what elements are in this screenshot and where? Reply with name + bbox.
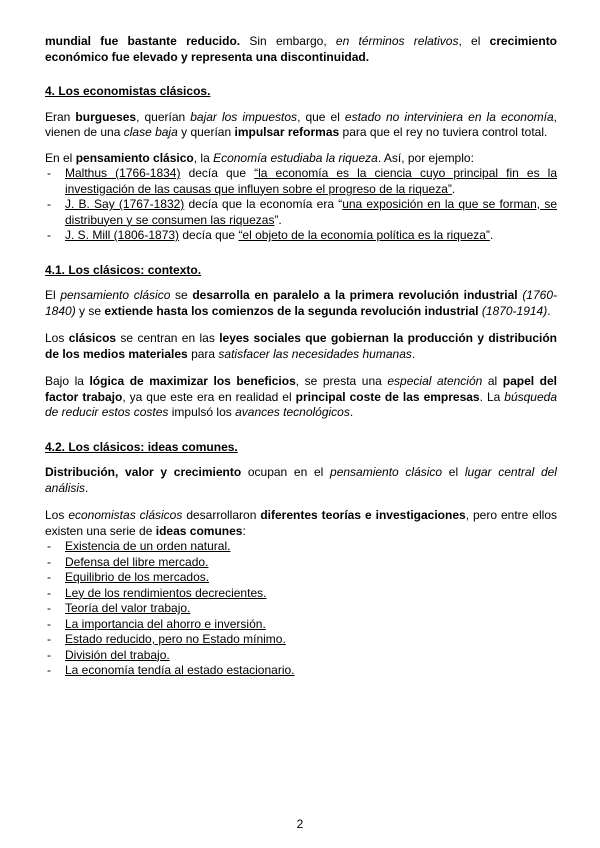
definition-quote: “el objeto de la economía política es la riqueza” [238,228,490,242]
common-ideas-list [45,539,557,679]
text-run: , que el [297,109,345,124]
text-run: se [170,288,193,302]
list-item [45,648,557,664]
bold-run: pensamiento clásico [75,150,194,165]
section-4-1-paragraph-1 [45,288,557,319]
bold-run: lógica de maximizar los beneficios [89,374,296,388]
intro-paragraph [45,34,557,65]
text-run: El [45,288,61,302]
italic-run: estado no interviniera en la economía [344,109,554,124]
definition-quote: una exposición en la que se forman, se distribuyen y se consumen las riquezas [65,197,557,227]
text-run: decía que [180,166,255,180]
italic-run: bajar los impuestos [190,109,298,124]
intro-bold-1: mundial fue bastante reducido. [45,34,241,48]
text-run: desarrollaron [182,508,261,522]
text-run: Bajo la [45,374,90,388]
bold-run: diferentes teorías e investigaciones [260,508,466,522]
section-4-2-paragraph-1 [45,465,557,496]
bold-run: principal coste de las empresas [295,389,480,404]
text-run: , ya que este era en realidad el [122,389,296,404]
italic-run: pensamiento clásico [60,288,171,302]
intro-text-1: Sin embargo, [240,34,336,48]
text-run: . [411,346,416,361]
section-4-1-paragraph-3 [45,374,557,421]
bold-run: desarrolla en paralelo a la primera revolución industrial [192,288,518,302]
italic-run: avances tecnológicos [235,405,350,419]
bold-run: extiende hasta los comienzos de la segunda revolución industrial [104,303,479,318]
idea-text: Equilibrio de los mercados. [65,570,210,584]
list-item [45,166,557,197]
bold-run: Distribución, valor y crecimiento [45,465,242,479]
list-item [45,586,557,602]
italic-run: búsqueda de reducir estos costes [45,389,557,419]
text-run: . [451,181,456,196]
list-item [45,228,557,244]
italic-run: Economía estudiaba la riqueza [213,150,378,165]
section-4-heading: 4. Los economistas clásicos. [45,84,211,98]
text-run: . [489,228,494,242]
section-4-2-heading: 4.2. Los clásicos: ideas comunes. [45,439,238,454]
section-4-1-paragraph-2 [45,331,557,362]
text-run: , pero entre ellos existen una serie de [45,508,557,538]
list-item [45,197,557,228]
text-run: Los [45,331,69,345]
bold-run: impulsar reformas [234,125,340,139]
text-run: , vienen de una [45,109,557,139]
italic-run: lugar central del análisis [45,465,557,495]
text-run: se centran en las [116,331,220,345]
italic-run: (1870-1914) [481,303,548,318]
italic-run: pensamiento clásico [330,465,443,479]
text-run: decía que [179,228,239,242]
idea-text: La importancia del ahorro e inversión. [65,616,266,631]
text-run: y se [75,303,105,318]
idea-text: Estado reducido, pero no Estado mínimo. [65,632,286,646]
author-name: J. B. Say (1767-1832) [65,197,185,211]
section-4-2-paragraph-2 [45,508,557,539]
italic-run: (1760-1840) [45,288,557,318]
list-item [45,570,557,586]
definition-quote: “la economía es la ciencia cuyo principal fin es la investigación de las causas que influyen sobre el progreso de la riqueza” [65,166,557,196]
text-run: , la [193,150,214,165]
text-run: . La [479,389,505,404]
author-name: J. S. Mill (1806-1873) [65,228,180,242]
list-item [45,555,557,571]
section-4-paragraph-2 [45,151,557,167]
section-4-paragraph-1 [45,110,557,141]
text-run: ”. [274,212,282,227]
economists-definition-list [45,166,557,244]
italic-run: especial atención [387,374,483,388]
text-run: Eran [45,109,76,124]
text-run: impulsó los [168,405,236,419]
idea-text: Teoría del valor trabajo. [65,601,191,615]
text-run: : [242,523,246,538]
text-run: . [547,303,551,318]
bold-run: ideas comunes [155,523,243,538]
text-run: . [349,405,354,419]
italic-run: economistas clásicos [68,508,183,522]
text-run: , se presta una [295,374,388,388]
text-run: ocupan en el [241,465,331,479]
page-content [45,34,557,679]
bold-run: burgueses [75,109,137,124]
italic-run: satisfacer las necesidades humanas [218,346,412,361]
page-number: 2 [296,817,304,831]
idea-text: Defensa del libre mercado. [65,554,209,569]
list-item [45,539,557,555]
text-run: Los [45,508,69,522]
bold-run: leyes sociales que gobiernan la producción y distribución de los medios materiales [45,331,558,361]
list-item [45,632,557,648]
idea-text: Existencia de un orden natural. [65,539,231,553]
text-run: para [187,346,219,361]
bold-run: clásicos [68,331,117,345]
italic-run: clase baja [123,125,178,139]
text-run: al [482,374,503,388]
text-run: y querían [177,125,235,139]
text-run: . Así, por ejemplo: [377,150,474,165]
text-run: . [85,480,89,495]
idea-text: La economía tendía al estado estacionario. [65,663,295,677]
text-run: decía que la economía era “ [184,197,343,211]
section-4-1-heading: 4.1. Los clásicos: contexto. [45,262,202,277]
text-run: , querían [136,109,191,124]
intro-bold-2: crecimiento económico fue elevado y representa una discontinuidad. [45,34,558,64]
list-item [45,617,557,633]
text-run: para que el rey no tuviera control total. [339,125,548,139]
idea-text: Ley de los rendimientos decrecientes. [65,585,267,600]
intro-italic: en términos relativos [335,34,459,48]
text-run: En el [45,150,76,165]
idea-text: División del trabajo. [65,647,170,662]
text-run: el [442,465,465,479]
bold-run: papel del factor trabajo [45,374,558,404]
list-item [45,601,557,617]
author-name: Malthus (1766-1834) [65,166,181,180]
intro-text-2: , el [458,34,490,48]
list-item [45,663,557,679]
